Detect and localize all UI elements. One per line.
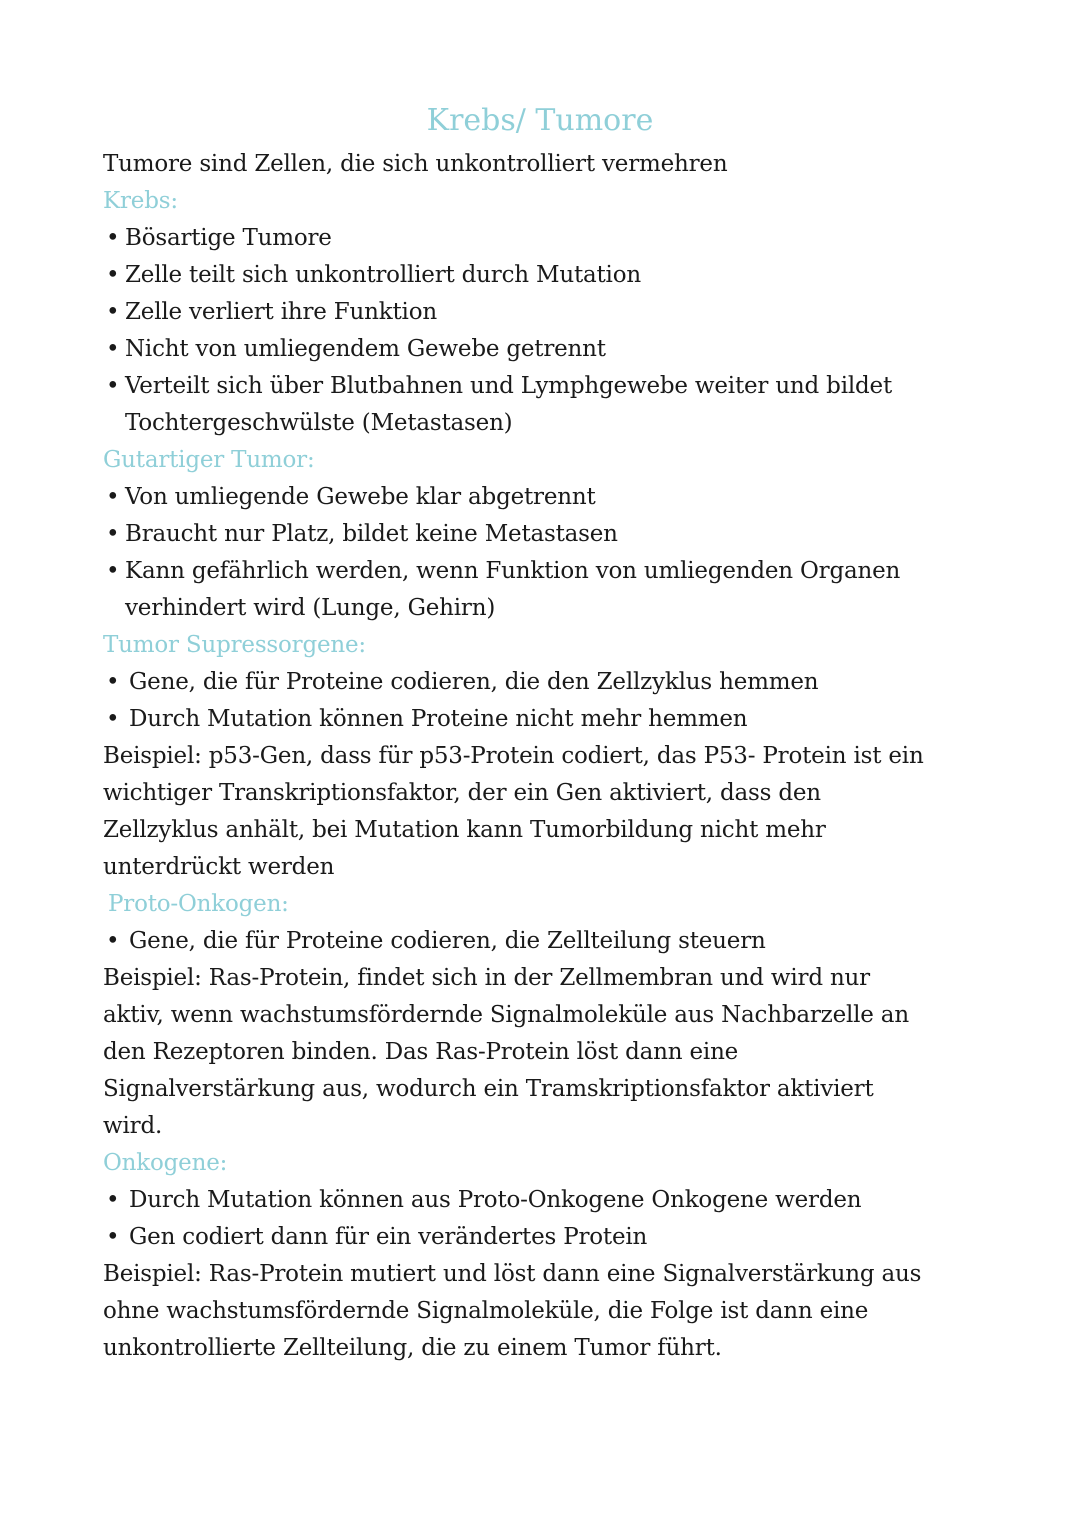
supressor-list [103, 664, 983, 738]
list-item: • Gen codiert dann für ein verändertes Protein [103, 1219, 983, 1256]
section-heading-krebs: Krebs: [103, 188, 178, 214]
onko-list [103, 1182, 983, 1256]
section-heading-onkogene: Onkogene: [103, 1150, 228, 1176]
bullet-icon: • [106, 558, 120, 584]
intro-text: Tumore sind Zellen, die sich unkontrolliert vermehren [103, 151, 728, 177]
krebs-list [103, 220, 983, 442]
bullet-icon: • [106, 669, 120, 695]
section-heading-proto-onkogen: Proto-Onkogen: [108, 891, 289, 917]
list-item: • Durch Mutation können Proteine nicht mehr hemmen [103, 701, 983, 738]
bullet-icon: • [106, 928, 120, 954]
list-item: • Kann gefährlich werden, wenn Funktion von umliegenden Organen verhindert wird (Lunge, Gehirn) [103, 553, 983, 627]
list-item: • Durch Mutation können aus Proto-Onkogene Onkogene werden [103, 1182, 983, 1219]
list-item: • Von umliegende Gewebe klar abgetrennt [103, 479, 983, 516]
section-heading-supressor: Tumor Supressorgene: [103, 632, 366, 658]
list-item: • Gene, die für Proteine codieren, die Zellteilung steuern [103, 923, 983, 960]
bullet-icon: • [106, 336, 120, 362]
proto-example: Beispiel: Ras-Protein, findet sich in der Zellmembran und wird nur aktiv, wenn wachstumsfördernde Signalmoleküle aus Nachbarzelle an den Rezeptoren binden. Das Ras-Protein löst dann eine Signalverstärkung aus, wodurch ein Tramskriptionsfaktor aktiviert wird. [103, 965, 909, 1139]
list-item: • Verteilt sich über Blutbahnen und Lymphgewebe weiter und bildet Tochtergeschwülste (Metastasen) [103, 368, 983, 442]
list-item: • Nicht von umliegendem Gewebe getrennt [103, 331, 983, 368]
section-heading-gutartig: Gutartiger Tumor: [103, 447, 315, 473]
bullet-icon: • [106, 521, 120, 547]
bullet-icon: • [106, 706, 120, 732]
onko-example: Beispiel: Ras-Protein mutiert und löst dann eine Signalverstärkung aus ohne wachstumsfördernde Signalmoleküle, die Folge ist dann eine unkontrollierte Zellteilung, die zu einem Tumor führt. [103, 1261, 922, 1361]
list-item: • Bösartige Tumore [103, 220, 983, 257]
bullet-icon: • [106, 225, 120, 251]
document-body [103, 146, 983, 1367]
bullet-icon: • [106, 262, 120, 288]
list-item: • Zelle teilt sich unkontrolliert durch Mutation [103, 257, 983, 294]
list-item: • Zelle verliert ihre Funktion [103, 294, 983, 331]
proto-list [103, 923, 983, 960]
supressor-example: Beispiel: p53-Gen, dass für p53-Protein codiert, das P53- Protein ist ein wichtiger Transkriptionsfaktor, der ein Gen aktiviert, dass den Zellzyklus anhält, bei Mutation kann Tumorbildung nicht mehr unterdrückt werden [103, 743, 924, 880]
bullet-icon: • [106, 1187, 120, 1213]
gutartig-list [103, 479, 983, 627]
bullet-icon: • [106, 299, 120, 325]
bullet-icon: • [106, 484, 120, 510]
list-item: • Braucht nur Platz, bildet keine Metastasen [103, 516, 983, 553]
page-title: Krebs/ Tumore [426, 103, 654, 138]
bullet-icon: • [106, 373, 120, 399]
bullet-icon: • [106, 1224, 120, 1250]
list-item: • Gene, die für Proteine codieren, die den Zellzyklus hemmen [103, 664, 983, 701]
